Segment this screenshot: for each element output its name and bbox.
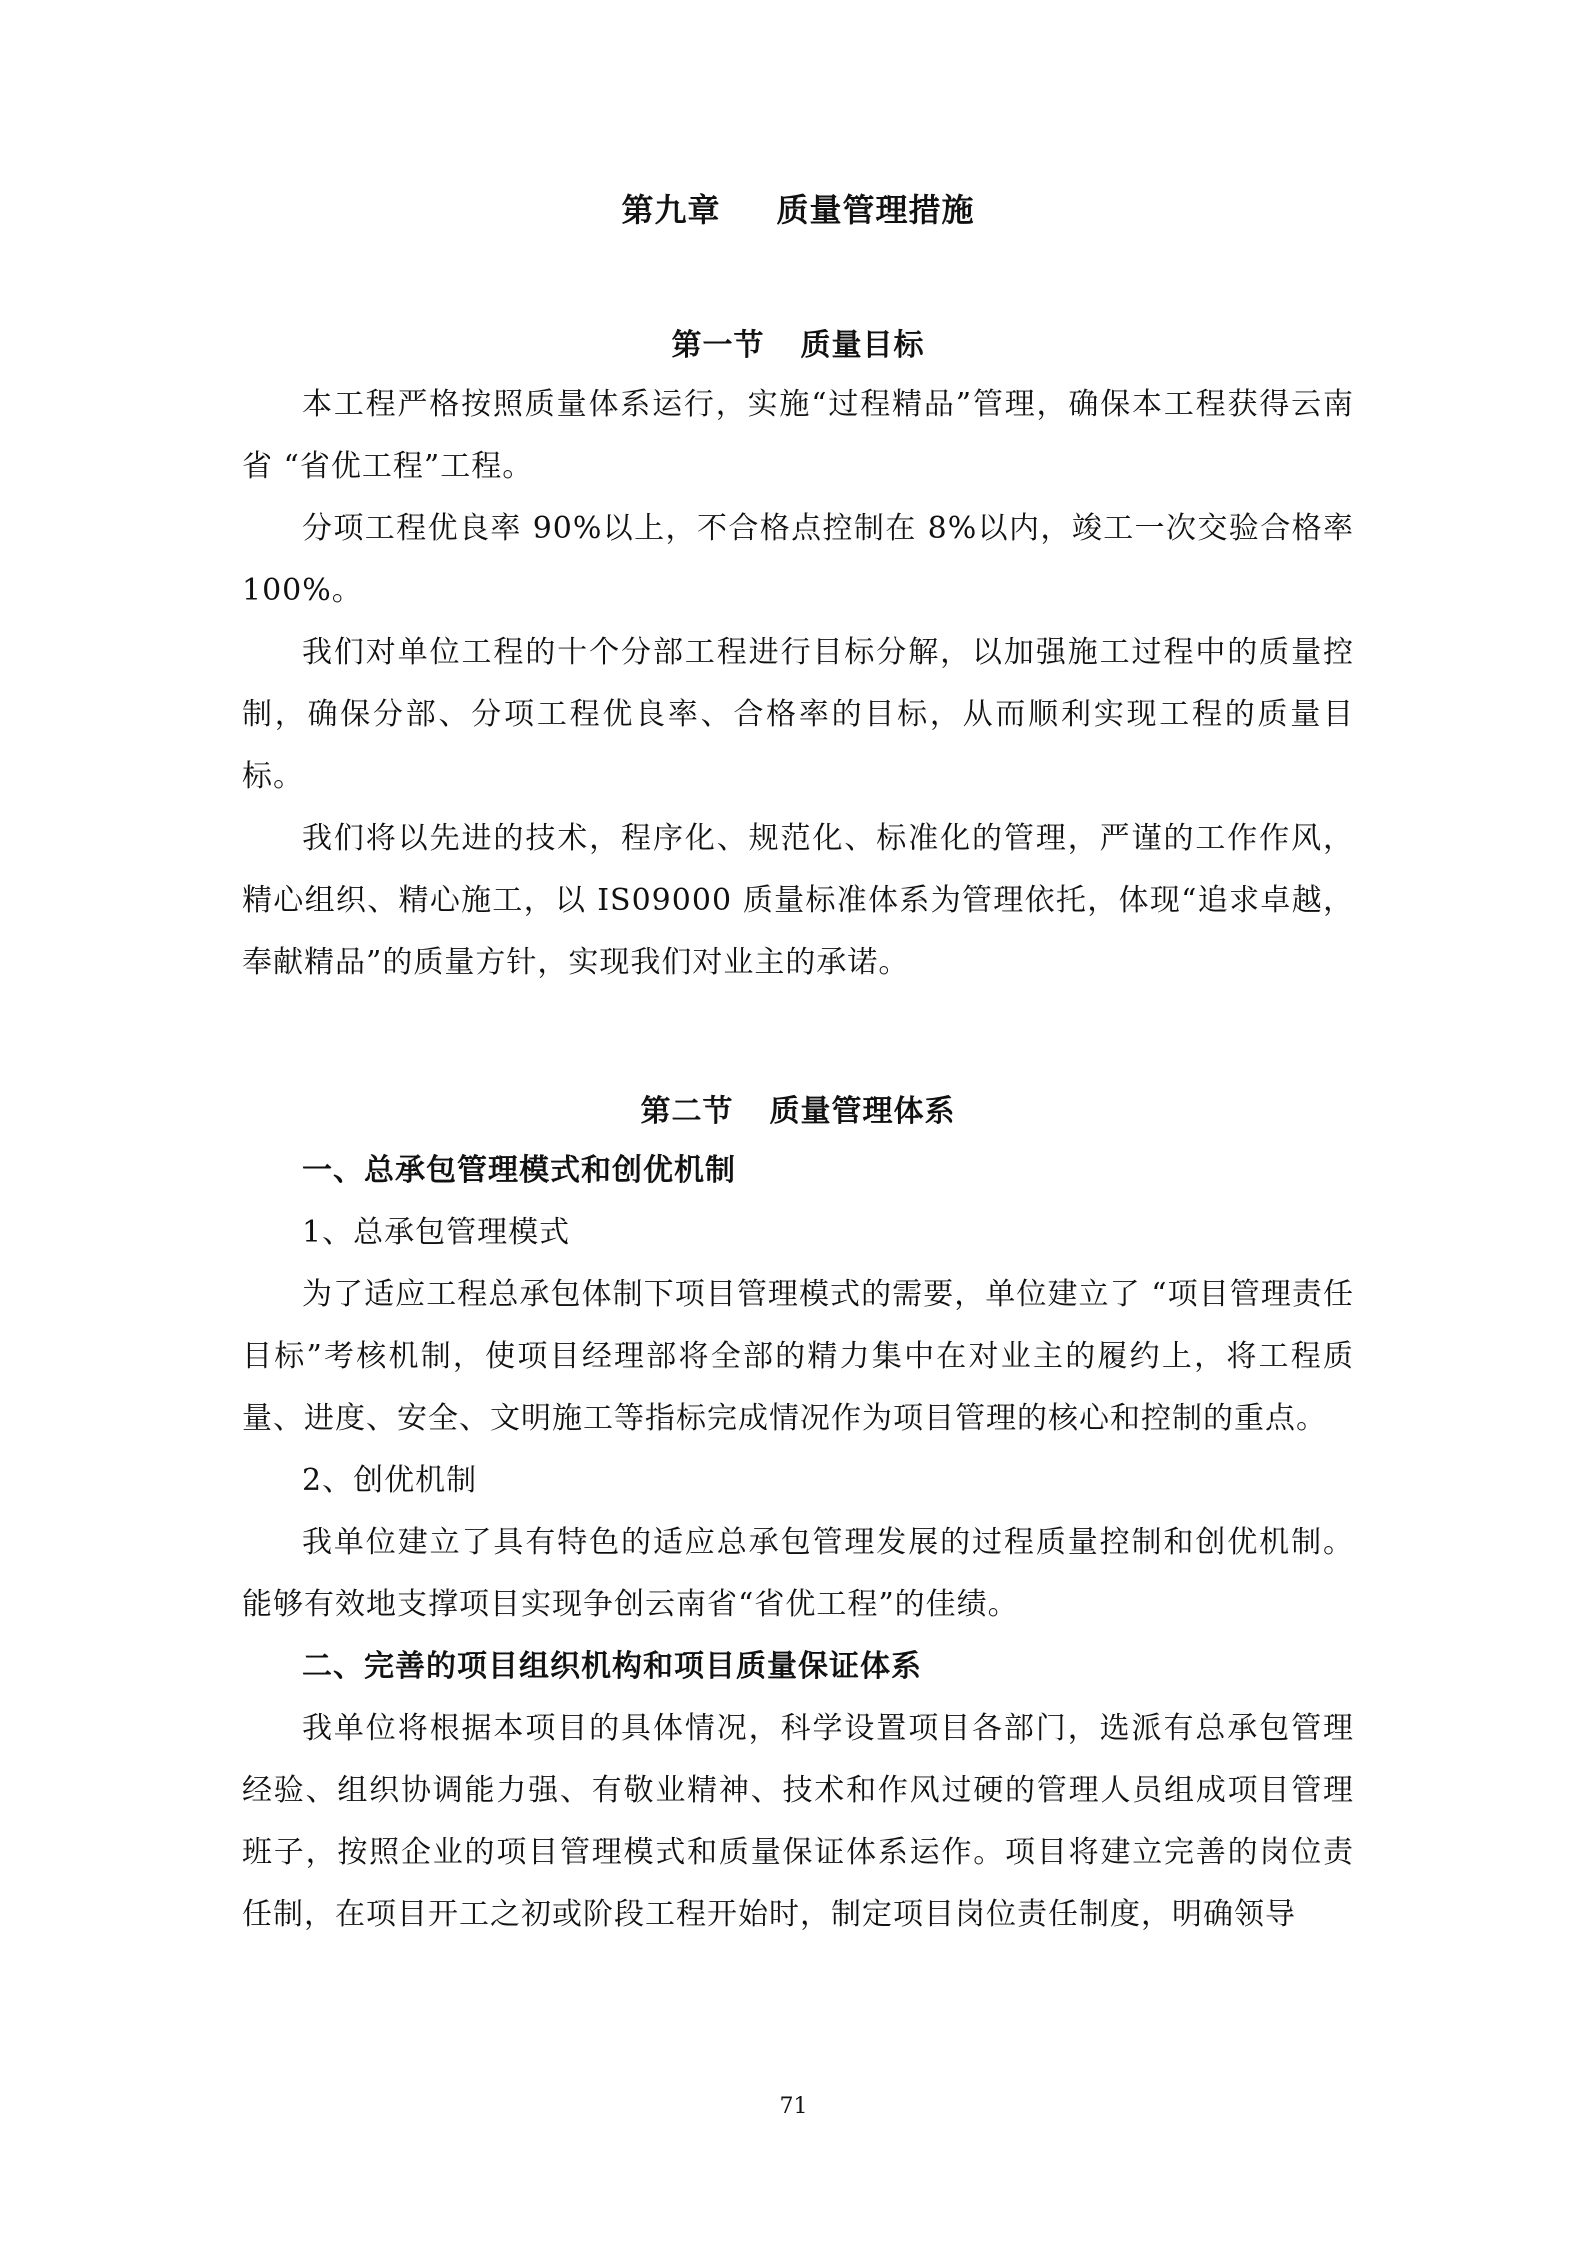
part-2-paragraph: 我单位将根据本项目的具体情况，科学设置项目各部门，选派有总承包管理经验、组织协调能力强、有敬业精神、技术和作风过硬的管理人员组成项目管理班子，按照企业的项目管理模式和质量保证体系运作。项目将建立完善的岗位责任制，在项目开工之初或阶段工程开始时，制定项目岗位责任制度，明确领导 [242, 1711, 1354, 1932]
quality-goal-paragraph-2: 分项工程优良率 90%以上，不合格点控制在 8%以内，竣工一次交验合格率 100%。 [242, 511, 1354, 608]
section-1-number: 第一节 [671, 328, 765, 363]
chapter-name: 质量管理措施 [776, 191, 975, 229]
chapter-title [242, 180, 1354, 240]
page-content [242, 180, 1354, 1946]
sub-2-heading: 2、创优机制 [302, 1463, 478, 1498]
quality-goal-paragraph-3: 我们对单位工程的十个分部工程进行目标分解，以加强施工过程中的质量控制，确保分部、分项工程优良率、合格率的目标，从而顺利实现工程的质量目标。 [242, 635, 1354, 794]
sub-1-paragraph: 为了适应工程总承包体制下项目管理模式的需要，单位建立了 “项目管理责任目标”考核机制，使项目经理部将全部的精力集中在对业主的履约上，将工程质量、进度、安全、文明施工等指标完成情况作为项目管理的核心和控制的重点。 [242, 1277, 1354, 1436]
chapter-number: 第九章 [621, 191, 721, 229]
section-1-title [242, 318, 1354, 374]
sub-1-heading: 1、总承包管理模式 [302, 1215, 571, 1250]
section-1-name: 质量目标 [800, 328, 925, 363]
section-2-number: 第二节 [640, 1094, 734, 1129]
part-1-heading: 一、总承包管理模式和创优机制 [302, 1153, 736, 1188]
quality-goal-paragraph-4: 我们将以先进的技术，程序化、规范化、标准化的管理，严谨的工作作风，精心组织、精心施工，以 IS09000 质量标准体系为管理依托，体现“追求卓越，奉献精品”的质量方针，实现我们对业主的承诺。 [242, 821, 1354, 980]
section-2-title [242, 1084, 1354, 1140]
section-2-name: 质量管理体系 [769, 1094, 956, 1129]
sub-2-paragraph: 我单位建立了具有特色的适应总承包管理发展的过程质量控制和创优机制。能够有效地支撑项目实现争创云南省“省优工程”的佳绩。 [242, 1525, 1354, 1622]
page-number: 71 [779, 2094, 808, 2119]
quality-goal-paragraph-1: 本工程严格按照质量体系运行，实施“过程精品”管理，确保本工程获得云南省 “省优工程”工程。 [242, 387, 1354, 484]
part-2-heading: 二、完善的项目组织机构和项目质量保证体系 [302, 1649, 922, 1684]
